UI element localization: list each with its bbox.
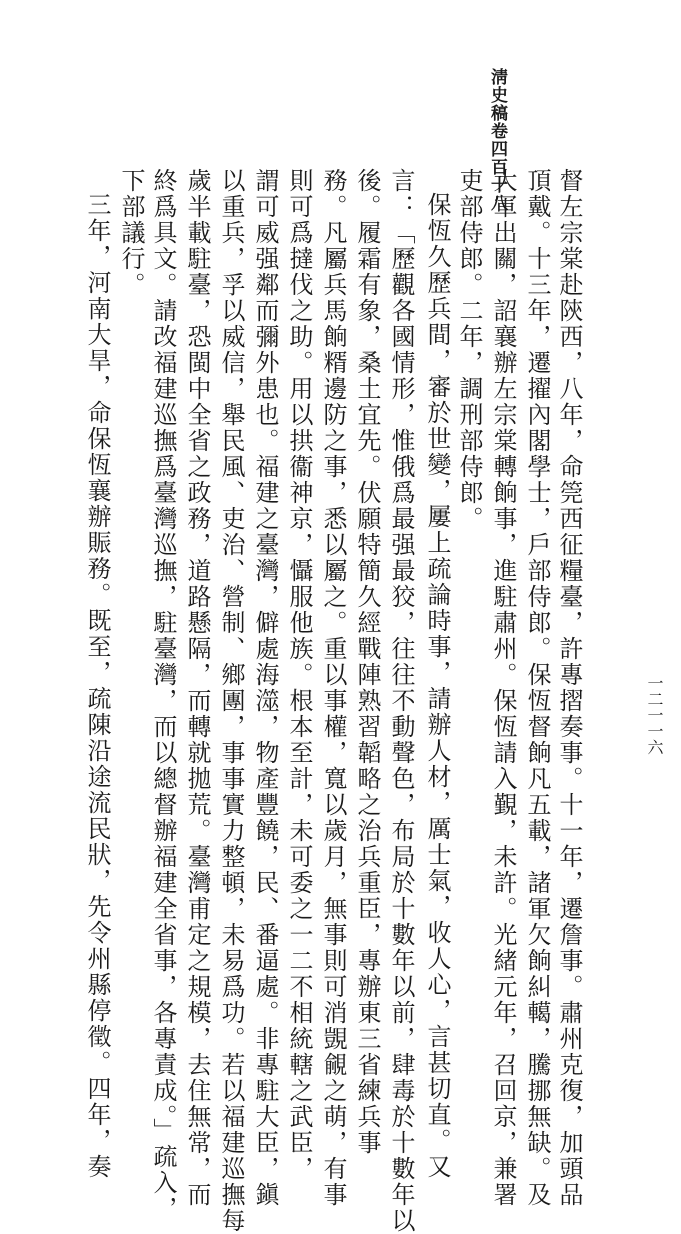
text-column: 歲半載駐臺，恐閩中全省之政務，道路懸隔，而轉就拋荒。臺灣甫定之規模，去住無常，而 bbox=[183, 168, 211, 1208]
text-column: 則可爲撻伐之助。用以拱衞神京，懾服他族。根本至計，未可委之一二不相統轄之武臣， bbox=[285, 168, 313, 1182]
text-column: 終爲具文。請改福建巡撫爲臺灣巡撫，駐臺灣，而以總督辦福建全省事，各專責成。」疏入， bbox=[149, 168, 177, 1222]
text-column: 下部議行。 bbox=[117, 168, 145, 298]
text-column: 謂可威强鄰而彌外患也。福建之臺灣，僻處海澨，物產豐饒，民、番逼處。非專駐大臣，鎭 bbox=[251, 168, 279, 1208]
text-column: 務。凡屬兵馬餉糈邊防之事，悉以屬之。重以事權，寬以歲月，無事則可消覬覦之萌，有事 bbox=[319, 168, 347, 1208]
text-column: 大軍出關，詔襄辦左宗棠轉餉事，進駐肅州。保恆請入覲，未許。光緒元年，召回京，兼署 bbox=[489, 168, 517, 1208]
text-column: 言：「歷觀各國情形，惟俄爲最强最狡，往往不動聲色，布局於十數年以前，肆毒於十數年以 bbox=[387, 168, 415, 1234]
text-column: 保恆久歷兵間，審於世變，屢上疏論時事，請辦人材，厲士氣，收人心，言甚切直。又 bbox=[423, 192, 451, 1180]
text-column: 後。履霜有象，桑土宜先。伏願特簡久經戰陣熟習韜略之治兵重臣，專辦東三省練兵事 bbox=[353, 168, 381, 1156]
text-column: 吏部侍郎。二年，調刑部侍郎。 bbox=[455, 168, 483, 532]
text-column: 三年，河南大旱，命保恆襄辦賑務。既至，疏陳沿途流民狀，先令州縣停徵。四年，奏 bbox=[83, 192, 111, 1180]
text-column: 以重兵，孚以威信，舉民風、吏治、營制、鄉團，事事實力整頓，未易爲功。若以福建巡撫每 bbox=[217, 168, 245, 1234]
text-column: 督左宗棠赴陝西，八年，命筦西征糧臺，許專摺奏事。十一年，遷詹事。肅州克復，加頭品 bbox=[555, 168, 583, 1208]
book-chapter-title: 淸史稿卷四百十八 bbox=[487, 68, 507, 212]
page-number: 一二一一六 bbox=[645, 675, 664, 755]
text-column: 頂戴。十三年，遷擢內閣學士，戶部侍郎。保恆督餉凡五載，諸軍欠餉糾轕，騰挪無缺。及 bbox=[523, 168, 551, 1208]
